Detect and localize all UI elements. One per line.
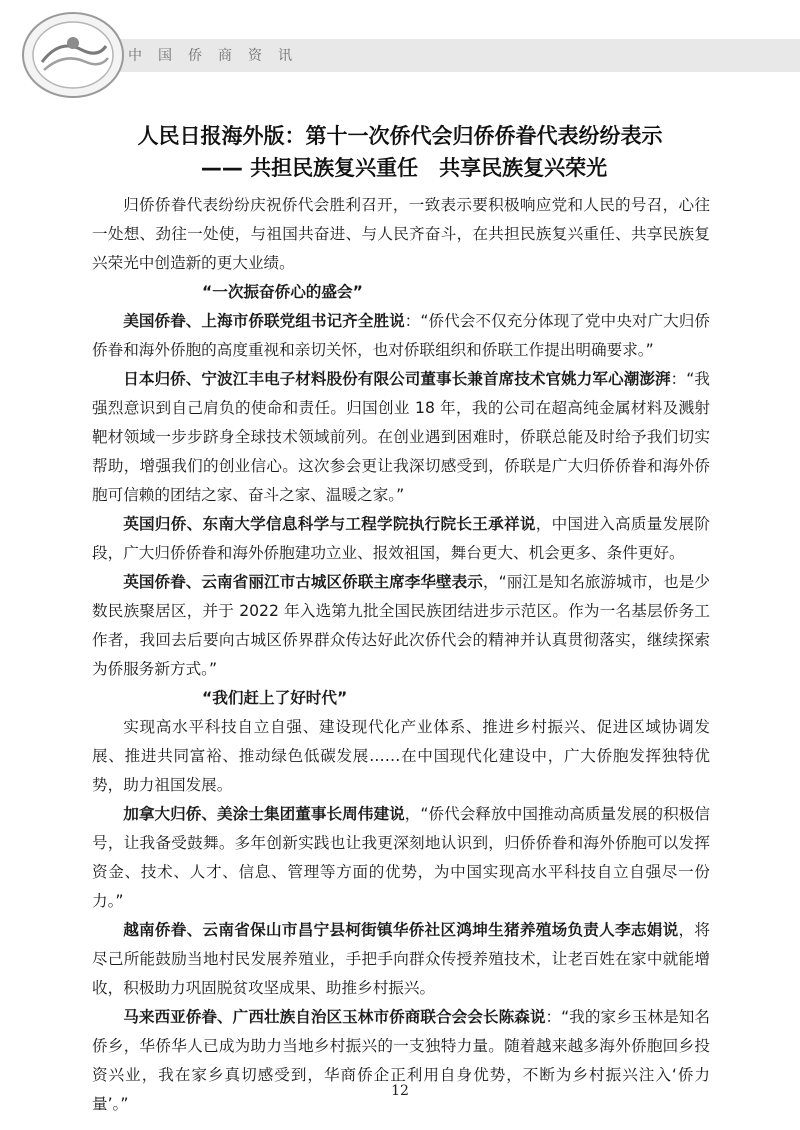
speaker-name: 越南侨眷、云南省保山市昌宁县柯街镇华侨社区鸿坤生猪养殖场负责人李志娟说 xyxy=(123,921,679,939)
section-heading-1: “一次振奋侨心的盛会” xyxy=(202,283,363,301)
quote-paragraph xyxy=(92,800,710,916)
speaker-name: 马来西亚侨眷、广西壮族自治区玉林市侨商联合会会长陈森说 xyxy=(123,1008,546,1026)
page-number: 12 xyxy=(391,1083,409,1099)
quote-text: ，“丽江是知名旅游城市，也是少数民族聚居区，并于 2022 年入选第九批全国民族团结进步示范区。作为一名基层侨务工作者，我回去后要向古城区侨界群众传达好此次侨代会的精神并认真贯彻落实，继续探索为侨服务新方式。” xyxy=(92,573,710,678)
speaker-name: 英国侨眷、云南省丽江市古城区侨联主席李华壁表示 xyxy=(123,573,483,591)
article-subtitle: —— 共担民族复兴重任 共享民族复兴荣光 xyxy=(200,156,608,180)
speaker-name: 美国侨眷、上海市侨联党组书记齐全胜说 xyxy=(123,312,405,330)
section-heading-2: “我们赶上了好时代” xyxy=(202,689,348,707)
quote-text: ：“我的家乡玉林是知名侨乡，华侨华人已成为助力当地乡村振兴的一支独特力量。随着越来越多海外侨胞回乡投资兴业，我在家乡真切感受到，华商侨企正利用自身优势，不断为乡村振兴注入‘侨力量’。” xyxy=(92,1008,710,1113)
quote-text: ：“我强烈意识到自己肩负的使命和责任。归国创业 18 年，我的公司在超高纯金属材料及溅射靶材领域一步步跻身全球技术领域前列。在创业遇到困难时，侨联总能及时给予我们切实帮助，增强我们的创业信心。这次参会更让我深切感受到，侨联是广大归侨侨眷和海外侨胞可信赖的团结之家、奋斗之家、温暖之家。” xyxy=(92,370,710,504)
quote-text: ：“侨代会不仅充分体现了党中央对广大归侨侨眷和海外侨胞的高度重视和亲切关怀，也对侨联组织和侨联工作提出明确要求。” xyxy=(92,312,710,359)
article-body xyxy=(92,191,710,1119)
quote-paragraph xyxy=(92,365,710,510)
speaker-name: 加拿大归侨、美涂士集团董事长周伟建说 xyxy=(123,805,405,823)
quote-paragraph xyxy=(92,916,710,1003)
quote-paragraph xyxy=(92,1003,710,1119)
section-intro: 实现高水平科技自立自强、建设现代化产业体系、推进乡村振兴、促进区域协调发展、推进共同富裕、推动绿色低碳发展……在中国现代化建设中，广大侨胞发挥独特优势，助力祖国发展。 xyxy=(92,718,710,794)
organization-logo xyxy=(20,10,126,100)
quote-text: ，“侨代会释放中国推动高质量发展的积极信号，让我备受鼓舞。多年创新实践也让我更深刻地认识到，归侨侨眷和海外侨胞可以发挥资金、技术、人才、信息、管理等方面的优势，为中国实现高水平科技自立自强尽一份力。” xyxy=(92,805,710,910)
quote-paragraph xyxy=(92,307,710,365)
quote-paragraph xyxy=(92,510,710,568)
speaker-name: 英国归侨、东南大学信息科学与工程学院执行院长王承祥说 xyxy=(123,515,536,533)
speaker-name: 日本归侨、宁波江丰电子材料股份有限公司董事长兼首席技术官姚力军心潮澎湃 xyxy=(123,370,671,388)
lead-paragraph: 归侨侨眷代表纷纷庆祝侨代会胜利召开，一致表示要积极响应党和人民的号召，心往一处想、劲往一处使，与祖国共奋进、与人民齐奋斗，在共担民族复兴重任、共享民族复兴荣光中创造新的更大业绩。 xyxy=(92,196,710,272)
quote-paragraph xyxy=(92,568,710,684)
article-title: 人民日报海外版：第十一次侨代会归侨侨眷代表纷纷表示 xyxy=(137,124,663,148)
quote-text: ，将尽己所能鼓励当地村民发展养殖业，手把手向群众传授养殖技术，让老百姓在家中就能增收，积极助力巩固脱贫攻坚成果、助推乡村振兴。 xyxy=(92,921,710,997)
quote-text: ，中国进入高质量发展阶段，广大归侨侨眷和海外侨胞建功立业、报效祖国，舞台更大、机会更多、条件更好。 xyxy=(92,515,710,562)
section-label: 中国侨商资讯 xyxy=(128,48,308,64)
